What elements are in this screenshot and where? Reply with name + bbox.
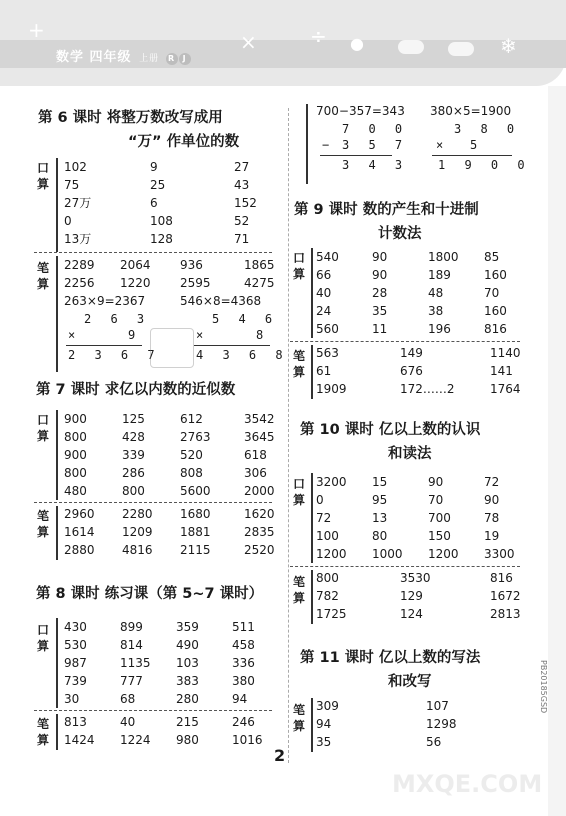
badge-r: R: [166, 53, 178, 65]
oral-tag: 口 算: [292, 477, 305, 507]
vertical-calc-operator: ×: [436, 138, 450, 152]
vertical-calc-operand: 5: [470, 138, 484, 152]
section-divider: [290, 566, 520, 567]
cloud-deco-icon: [398, 40, 424, 54]
lesson11-title-line2: 和改写: [388, 674, 432, 690]
section-bar: [311, 473, 313, 563]
written-tag: 笔 算: [292, 703, 305, 733]
plus-deco-icon: +: [28, 18, 45, 42]
vertical-calc-result: 3 4 3: [342, 158, 409, 172]
column-divider: [288, 108, 289, 763]
circle-deco-icon: ●: [350, 34, 364, 53]
term-text: 上册: [139, 54, 160, 64]
lesson10-title-line2: 和读法: [388, 446, 432, 462]
section-bar: [56, 506, 58, 560]
lesson9-title: 第 9 课时 数的产生和十进制: [294, 202, 479, 218]
lesson9-title-line2: 计数法: [378, 226, 422, 242]
calc-line: [194, 345, 270, 346]
section-divider: [290, 341, 520, 342]
lesson6-title: 第 6 课时 将整万数改写成用: [38, 110, 223, 126]
oral-tag: 口 算: [36, 161, 49, 191]
stamp-watermark: [150, 328, 194, 368]
page-number: 2: [274, 746, 286, 765]
calc-line: [432, 155, 512, 156]
subject-label: [56, 46, 191, 65]
written-tag: 笔 算: [36, 717, 49, 747]
vertical-calc-operator: ×: [68, 328, 82, 342]
cloud-deco-icon: [448, 42, 474, 56]
badge-j: J: [179, 53, 191, 65]
section-divider: [34, 252, 272, 253]
grade-text: 四年级: [89, 50, 132, 65]
multiply-deco-icon: ×: [240, 30, 257, 54]
calc-line: [320, 155, 392, 156]
section-bar: [311, 698, 313, 752]
written-tag: 笔 算: [292, 349, 305, 379]
section-bar: [56, 410, 58, 500]
lesson6-title-line2: “万” 作单位的数: [128, 134, 240, 150]
vertical-calc-operand: 7 0 0: [342, 122, 409, 136]
vertical-calc-operand: 5 4 6: [212, 312, 279, 326]
vertical-calc-operand: 3 5 7: [342, 138, 409, 152]
section-bar: [56, 158, 58, 252]
site-watermark: MXQE.COM: [392, 770, 543, 798]
written-tag: 笔 算: [36, 509, 49, 539]
lesson8-title: 第 8 课时 练习课（第 5~7 课时）: [36, 586, 264, 602]
page-header: [0, 0, 566, 86]
vertical-calc-operator: −: [322, 138, 336, 152]
oral-tag: 口 算: [36, 413, 49, 443]
vertical-calc-result: 1 9 0 0: [438, 158, 531, 172]
section-bar: [311, 345, 313, 399]
side-code: PB20185GSD: [539, 660, 548, 714]
vertical-calc-operand: 9: [128, 328, 142, 342]
vertical-calc-operator: ×: [196, 328, 210, 342]
lesson11-title: 第 11 课时 亿以上数的写法: [300, 650, 481, 666]
calc-line: [66, 345, 142, 346]
snowflake-deco-icon: ❄: [500, 34, 517, 58]
vertical-calc-result: 2 3 6 7: [68, 348, 161, 362]
section-bar: [56, 256, 58, 372]
section-bar: [306, 104, 308, 184]
vertical-calc-operand: 8: [256, 328, 270, 342]
vertical-calc-operand: 2 6 3: [84, 312, 151, 326]
page-edge: [548, 86, 566, 816]
vertical-calc-operand: 3 8 0: [454, 122, 521, 136]
subject-text: 数学: [56, 50, 85, 65]
section-bar: [311, 570, 313, 624]
lesson7-title: 第 7 课时 求亿以内数的近似数: [36, 382, 236, 398]
vertical-calc-result: 4 3 6 8: [196, 348, 289, 362]
section-divider: [34, 502, 272, 503]
written-tag: 笔 算: [36, 261, 49, 291]
divide-deco-icon: ÷: [310, 24, 327, 48]
section-bar: [311, 248, 313, 338]
lesson10-title: 第 10 课时 亿以上数的认识: [300, 422, 481, 438]
section-bar: [56, 714, 58, 750]
section-divider: [34, 710, 272, 711]
section-bar: [56, 618, 58, 708]
written-tag: 笔 算: [292, 575, 305, 605]
oral-tag: 口 算: [36, 623, 49, 653]
oral-tag: 口 算: [292, 251, 305, 281]
